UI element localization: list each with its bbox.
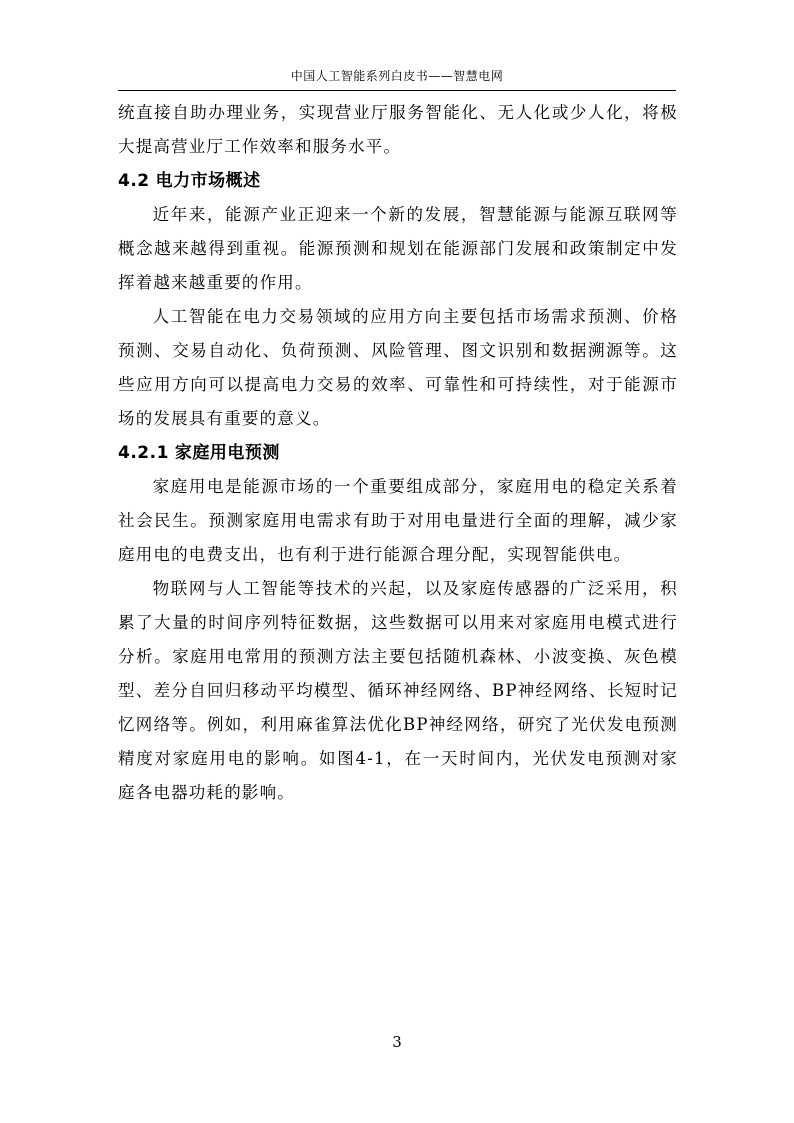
section-title: 电力市场概述 [155,171,261,191]
page-body [118,96,678,810]
paragraph: 近年来，能源产业正迎来一个新的发展，智慧能源与能源互联网等概念越来越得到重视。能源预测和规划在能源部门发展和政策制定中发挥着越来越重要的作用。 [118,205,678,292]
section-number: 4.2.1 [118,443,169,463]
header-title: 中国人工智能系列白皮书——智慧电网 [290,69,504,83]
section-title: 家庭用电预测 [174,443,280,463]
paragraph: 物联网与人工智能等技术的兴起，以及家庭传感器的广泛采用，积累了大量的时间序列特征数据，这些数据可以用来对家庭用电模式进行分析。家庭用电常用的预测方法主要包括随机森林、小波变换、灰色模型、差分自回归移动平均模型、循环神经网络、BP神经网络、长短时记忆网络等。例如，利用麻雀算法优化BP神经网络，研究了光伏发电预测精度对家庭用电的影响。如图4-1，在一天时间内，光伏发电预测对家庭各电器功耗的影响。 [118,579,678,802]
paragraph: 家庭用电是能源市场的一个重要组成部分，家庭用电的稳定关系着社会民生。预测家庭用电需求有助于对用电量进行全面的理解，减少家庭用电的电费支出，也有利于进行能源合理分配，实现智能供电。 [118,477,678,564]
section-heading-4-2-1 [118,436,678,470]
paragraph: 人工智能在电力交易领域的应用方向主要包括市场需求预测、价格预测、交易自动化、负荷预测、风险管理、图文识别和数据溯源等。这些应用方向可以提高电力交易的效率、可靠性和可持续性，对于能源市场的发展具有重要的意义。 [118,307,678,428]
section-heading-4-2 [118,164,678,198]
page-number: 3 [392,1033,402,1051]
intro-continuation-paragraph: 统直接自助办理业务，实现营业厅服务智能化、无人化或少人化，将极大提高营业厅工作效率和服务水平。 [118,103,678,156]
section-number: 4.2 [118,171,150,191]
page-header [118,62,676,91]
